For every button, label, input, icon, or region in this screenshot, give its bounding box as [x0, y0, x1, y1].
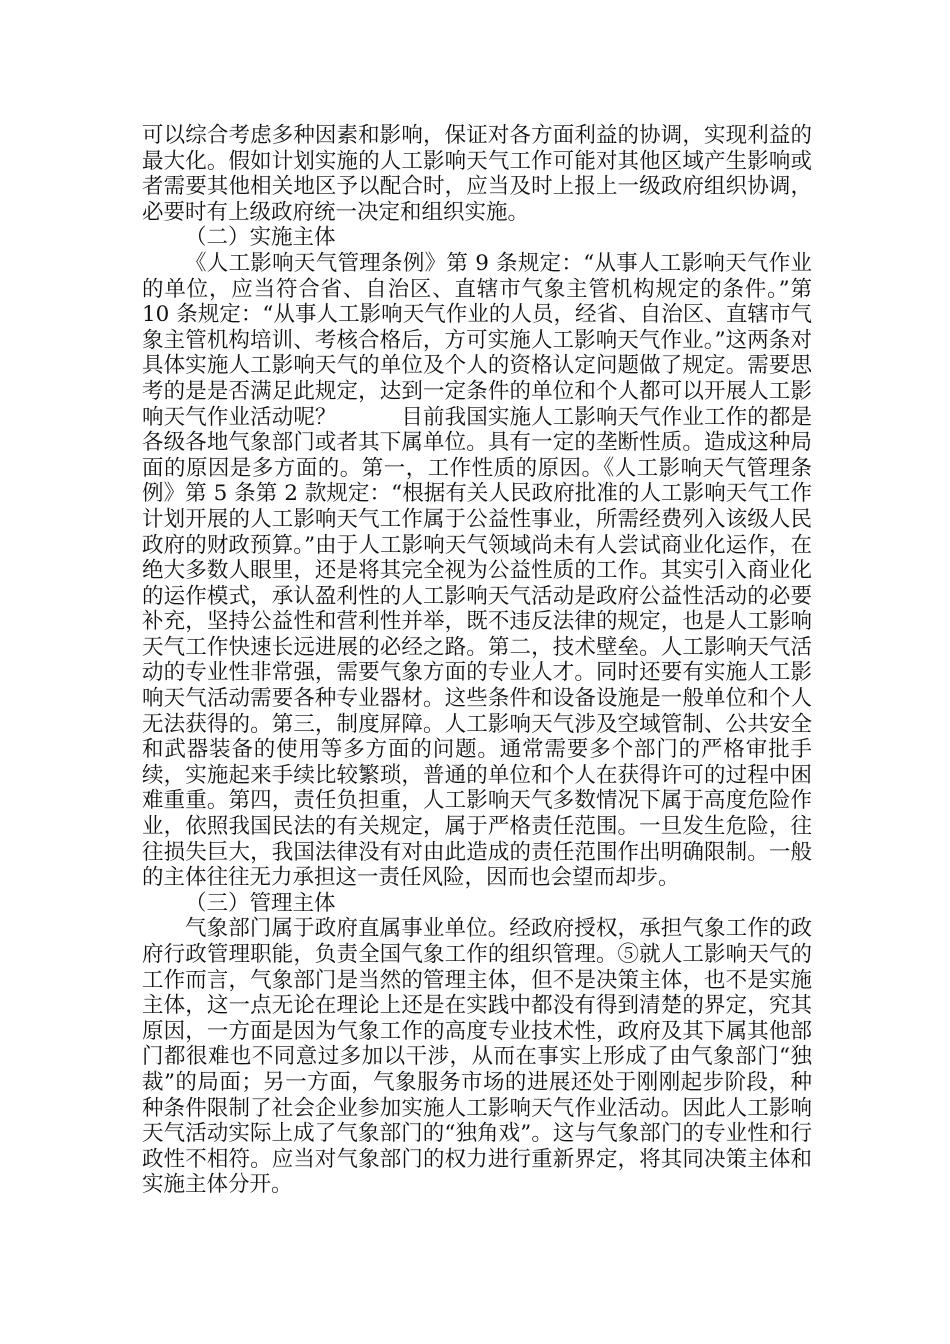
paragraph-implementation-subject: 《人工影响天气管理条例》第 9 条规定：“从事人工影响天气作业的单位，应当符合省、自治区、直辖市气象主管机构规定的条件。”第 10 条规定：“从事人工影响天气作业的人员，经省、自治区、直辖市气象主管机构培训、考核合格后，方可实施人工影响天气作业。”这两条对具体实施人工影响天气的单位及个人的资格认定问题做了规定。需要思考的是是否满足此规定，达到一定条件的单位和个人都可以开展人工影响天气作业活动呢？ 目前我国实施人工影响天气作业工作的都是各级各地气象部门或者其下属单位。具有一定的垄断性质。造成这种局面的原因是多方面的。第一，工作性质的原因。《人工影响天气管理条例》第 5 条第 2 款规定：“根据有关人民政府批准的人工影响天气工作计划开展的人工影响天气工作属于公益性事业，所需经费列入该级人民政府的财政预算。”由于人工影响天气领域尚未有人尝试商业化运作，在绝大多数人眼里，还是将其完全视为公益性质的工作。其实引入商业化的运作模式，承认盈利性的人工影响天气活动是政府公益性活动的必要补充，坚持公益性和营利性并举，既不违反法律的规定，也是人工影响天气工作快速长远进展的必经之路。第二，技术壁垒。人工影响天气活动的专业性非常强，需要气象方面的专业人才。同时还要有实施人工影响天气活动需要各种专业器材。这些条件和设备设施是一般单位和个人无法获得的。第三，制度屏障。人工影响天气涉及空域管制、公共安全和武器装备的使用等多方面的问题。通常需要多个部门的严格审批手续，实施起来手续比较繁琐，普通的单位和个人在获得许可的过程中困难重重。第四，责任负担重，人工影响天气多数情况下属于高度危险作业，依照我国民法的有关规定，属于严格责任范围。一旦发生危险，往往损失巨大，我国法律没有对由此造成的责任范围作出明确限制。一般的主体往往无力承担这一责任风险，因而也会望而却步。 [142, 250, 812, 891]
paragraph-management-subject: 气象部门属于政府直属事业单位。经政府授权，承担气象工作的政府行政管理职能，负责全国气象工作的组织管理。⑤就人工影响天气的工作而言，气象部门是当然的管理主体，但不是决策主体，也不是实施主体，这一点无论在理论上还是在实践中都没有得到清楚的界定，究其原因，一方面是因为气象工作的高度专业技术性，政府及其下属其他部门都很难也不同意过多加以干涉，从而在事实上形成了由气象部门“独裁”的局面；另一方面，气象服务市场的进展还处于刚刚起步阶段，种种条件限制了社会企业参加实施人工影响天气作业活动。因此人工影响天气活动实际上成了气象部门的“独角戏”。这与气象部门的专业性和行政性不相符。应当对气象部门的权力进行重新界定，将其同决策主体和实施主体分开。 [142, 916, 812, 1198]
paragraph-opening: 可以综合考虑多种因素和影响，保证对各方面利益的协调，实现利益的最大化。假如计划实施的人工影响天气工作可能对其他区域产生影响或者需要其他相关地区予以配合时，应当及时上报上一级政府组织协调，必要时有上级政府统一决定和组织实施。 [142, 123, 812, 225]
document-page [142, 123, 812, 1198]
section-heading-implementation-subject: （二）实施主体 [185, 225, 336, 251]
section-heading-management-subject: （三）管理主体 [185, 890, 336, 916]
